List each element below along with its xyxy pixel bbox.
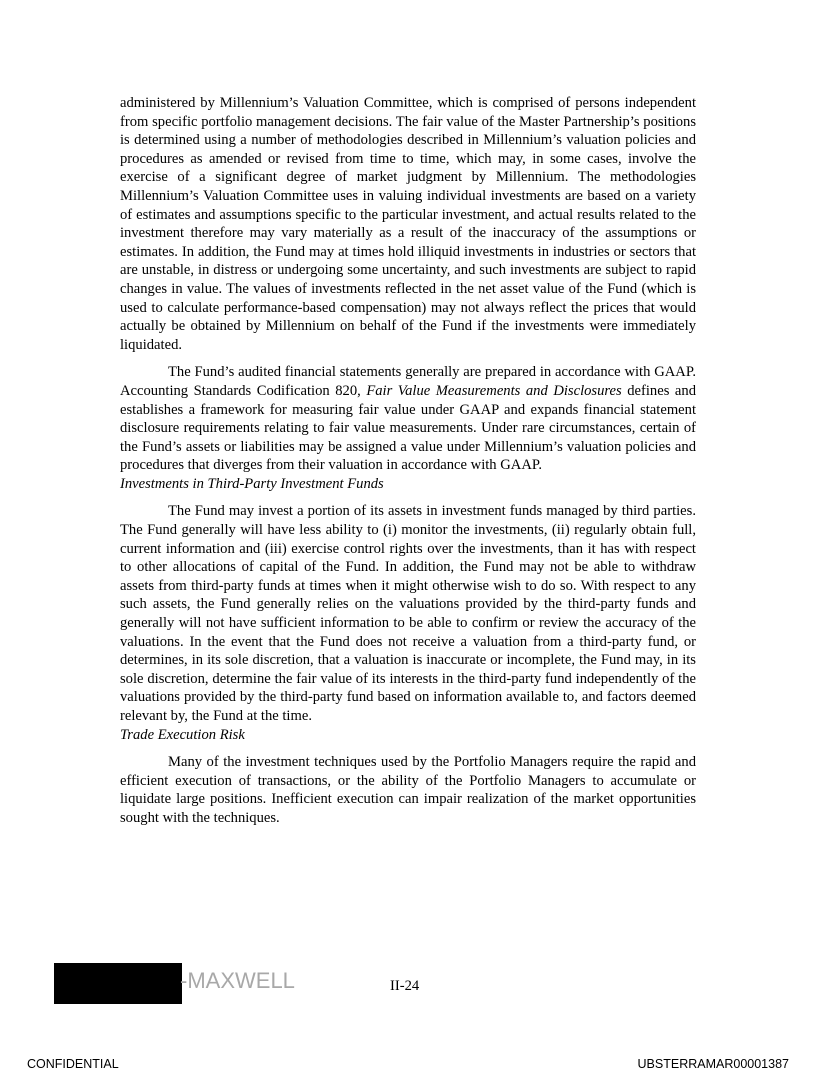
paragraph-gaap-italic-title: Fair Value Measurements and Disclosures [366,382,622,399]
paragraph-gaap-text-2: defines and establishes a framework for measuring fair value under GAAP and expands financial statement disclosure requirements relating to fair value measurements. Under rare circumstances, certain of the Fund’s assets or liabilities may be assigned a value under Millennium’s valuation policies and procedures that diverges from their valuation in accordance with GAAP. [120,382,696,474]
paragraph-gaap [120,363,696,475]
bates-number: UBSTERRAMAR00001387 [637,1057,789,1071]
document-body [120,94,696,828]
paragraph-trade-execution: Many of the investment techniques used by the Portfolio Managers require the rapid and efficient execution of transactions, or the ability of the Portfolio Managers to accumulate or liquidate large positions. Inefficient execution can impair realization of the market opportunities sought with the techniques. [120,754,696,826]
paragraph-third-party-funds: The Fund may invest a portion of its assets in investment funds managed by third parties. The Fund generally will have less ability to (i) monitor the investments, (ii) regularly obtain full, current information and (iii) exercise control rights over the investments, than it has with respect to other allocations of capital of the Fund. In addition, the Fund may not be able to withdraw assets from third-party funds at times when it might otherwise wish to do so. With respect to any such assets, the Fund generally relies on the valuations provided by the third-party funds and generally will not have sufficient information to be able to confirm or review the accuracy of the valuations. In the event that the Fund does not receive a valuation from a third-party fund, or determines, in its sole discretion, that a valuation is inaccurate or incomplete, the Fund may, in its sole discretion, determine the fair value of its interests in the third-party fund independently of the valuations provided by the third-party fund based on information available to, and factors deemed relevant by, the Fund at the time. [120,503,696,724]
section-heading-third-party-funds: Investments in Third-Party Investment Funds [120,475,384,492]
confidential-label: CONFIDENTIAL [27,1057,119,1071]
maxwell-label: -MAXWELL [180,968,295,993]
paragraph-gaap-text-1: The Fund’s audited financial statements generally are prepared in accordance with GAAP. Accounting Standards Codification 820, [120,364,696,399]
page-number: II-24 [390,978,420,994]
redaction-box [54,963,182,1004]
paragraph-valuation: administered by Millennium’s Valuation Committee, which is comprised of persons independent from specific portfolio management decisions. The fair value of the Master Partnership’s positions is determined using a number of methodologies described in Millennium’s valuation policies and procedures as amended or revised from time to time, which may, in some cases, involve the exercise of a significant degree of market judgment by Millennium. The methodologies Millennium’s Valuation Committee uses in valuing individual investments are based on a variety of estimates and assumptions specific to the particular investment, and actual results related to the investment therefore may vary materially as a result of the inaccuracy of the assumptions or estimates. In addition, the Fund may at times hold illiquid investments in industries or sectors that are unstable, in distress or undergoing some uncertainty, and such investments are subject to rapid changes in value. The values of investments reflected in the net asset value of the Fund (which is used to calculate performance-based compensation) may not always reflect the prices that would actually be obtained by Millennium on behalf of the Fund if the investments were immediately liquidated. [120,95,696,353]
section-heading-trade-execution: Trade Execution Risk [120,726,245,743]
